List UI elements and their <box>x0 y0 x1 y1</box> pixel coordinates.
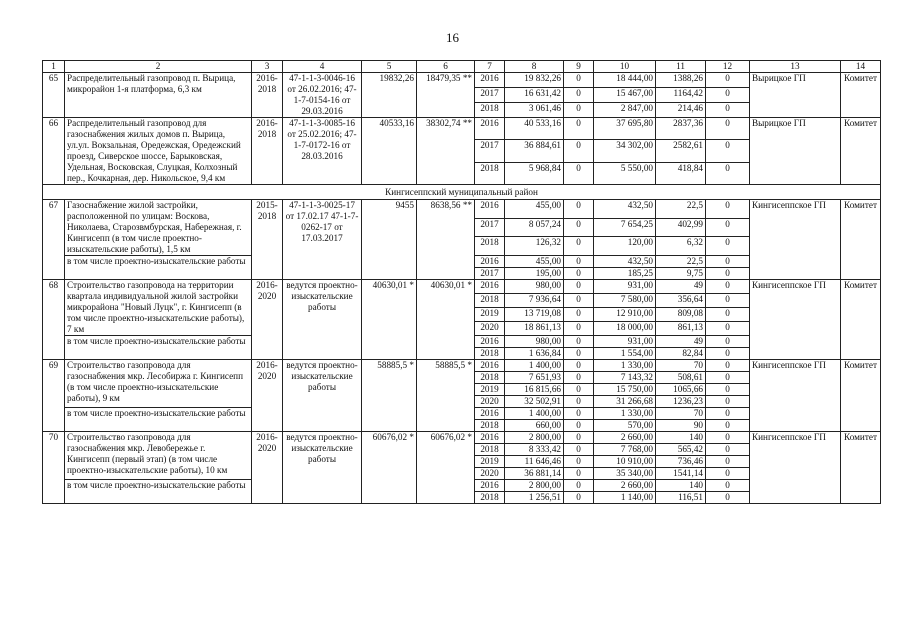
total-cell: 195,00 <box>505 268 564 280</box>
other-cell: 0 <box>706 162 750 184</box>
federal-cell: 0 <box>564 88 594 103</box>
other-cell: 0 <box>706 322 750 336</box>
federal-cell: 0 <box>564 73 594 88</box>
total-cell: 8 333,42 <box>505 444 564 456</box>
other-cell: 0 <box>706 480 750 492</box>
year-cell: 2016 <box>475 480 505 492</box>
year-cell: 2018 <box>475 492 505 504</box>
total-cell: 36 881,14 <box>505 468 564 480</box>
expertise-document: 47-1-1-3-0025-17 от 17.02.17 47-1-7-0262-17 от 17.03.2017 <box>283 200 362 280</box>
other-cell: 0 <box>706 88 750 103</box>
federal-cell: 0 <box>564 237 594 256</box>
other-cell: 0 <box>706 200 750 219</box>
other-cell: 0 <box>706 308 750 322</box>
regional-cell: 7 580,00 <box>594 294 656 308</box>
other-cell: 0 <box>706 384 750 396</box>
contract-cost: 40630,01 * <box>417 280 475 360</box>
regional-cell: 5 550,00 <box>594 162 656 184</box>
federal-cell: 0 <box>564 218 594 237</box>
other-cell: 0 <box>706 420 750 432</box>
object-name: Распределительный газопровод п. Вырица, микрорайон 1-я платформа, 6,3 км <box>65 73 252 118</box>
expertise-document: 47-1-1-3-0085-16 от 25.02.2016; 47-1-7-0172-16 от 28.03.2016 <box>283 118 362 185</box>
period: 2016-2018 <box>252 73 283 118</box>
local-cell: 2837,36 <box>656 118 706 140</box>
local-cell: 1388,26 <box>656 73 706 88</box>
local-cell: 49 <box>656 336 706 348</box>
settlement: Кингисеппское ГП <box>750 360 841 432</box>
regional-cell: 12 910,00 <box>594 308 656 322</box>
customer: Комитет <box>841 280 881 360</box>
regional-cell: 931,00 <box>594 280 656 294</box>
federal-cell: 0 <box>564 140 594 162</box>
other-cell: 0 <box>706 408 750 420</box>
object-name: Строительство газопровода для газоснабжения мкр. Левобережье г. Кингисепп (первый этап) (в том числе проектно-изыскательские работы), 10 км <box>65 432 252 480</box>
regional-cell: 1 330,00 <box>594 360 656 372</box>
settlement: Вырицкое ГП <box>750 73 841 118</box>
local-cell: 214,46 <box>656 103 706 118</box>
local-cell: 116,51 <box>656 492 706 504</box>
total-cell: 19 832,26 <box>505 73 564 88</box>
column-number-header: 7 <box>475 61 505 73</box>
local-cell: 140 <box>656 480 706 492</box>
federal-cell: 0 <box>564 396 594 408</box>
year-cell: 2018 <box>475 162 505 184</box>
entry-number: 67 <box>43 200 65 280</box>
regional-cell: 15 467,00 <box>594 88 656 103</box>
other-cell: 0 <box>706 360 750 372</box>
object-name: Строительство газопровода на территории квартала индивидуальной жилой застройки микрорайона "Новый Луцк", г. Кингисепп (в том числе проектно-изыскательские работы), 7 км <box>65 280 252 336</box>
customer: Комитет <box>841 73 881 118</box>
total-cell: 2 800,00 <box>505 480 564 492</box>
year-cell: 2016 <box>475 360 505 372</box>
federal-cell: 0 <box>564 372 594 384</box>
settlement: Кингисеппское ГП <box>750 200 841 280</box>
local-cell: 1065,66 <box>656 384 706 396</box>
section-row <box>43 185 881 200</box>
section-title: Кингисеппский муниципальный район <box>43 185 881 200</box>
year-cell: 2019 <box>475 384 505 396</box>
local-cell: 49 <box>656 280 706 294</box>
other-cell: 0 <box>706 372 750 384</box>
settlement: Кингисеппское ГП <box>750 280 841 360</box>
column-number-header: 3 <box>252 61 283 73</box>
local-cell: 809,08 <box>656 308 706 322</box>
year-cell: 2019 <box>475 308 505 322</box>
total-cell: 660,00 <box>505 420 564 432</box>
local-cell: 22,5 <box>656 256 706 268</box>
customer: Комитет <box>841 360 881 432</box>
object-name: Распределительный газопровод для газоснабжения жилых домов п. Вырица, ул.ул. Вокзальная, Оредежская, Оредежский проезд, Сиверское шоссе, Барыковская, Удельная, Восковская, Слуцкая, Колхозный пер., Кочкарная, дер. Никольское, 9,4 км <box>65 118 252 185</box>
contract-cost: 60676,02 * <box>417 432 475 504</box>
entry-number: 65 <box>43 73 65 118</box>
total-cell: 3 061,46 <box>505 103 564 118</box>
estimated-cost: 58885,5 * <box>362 360 417 432</box>
table-row <box>43 280 881 294</box>
investment-table <box>42 60 881 504</box>
total-cell: 13 719,08 <box>505 308 564 322</box>
federal-cell: 0 <box>564 118 594 140</box>
page-number: 16 <box>446 30 459 45</box>
period: 2015-2018 <box>252 200 283 280</box>
regional-cell: 18 444,00 <box>594 73 656 88</box>
regional-cell: 7 768,00 <box>594 444 656 456</box>
column-number-header: 9 <box>564 61 594 73</box>
year-cell: 2016 <box>475 256 505 268</box>
total-cell: 32 502,91 <box>505 396 564 408</box>
local-cell: 82,84 <box>656 348 706 360</box>
local-cell: 1541,14 <box>656 468 706 480</box>
local-cell: 1236,23 <box>656 396 706 408</box>
year-cell: 2016 <box>475 118 505 140</box>
federal-cell: 0 <box>564 360 594 372</box>
local-cell: 418,84 <box>656 162 706 184</box>
federal-cell: 0 <box>564 256 594 268</box>
regional-cell: 18 000,00 <box>594 322 656 336</box>
other-cell: 0 <box>706 237 750 256</box>
regional-cell: 432,50 <box>594 256 656 268</box>
federal-cell: 0 <box>564 456 594 468</box>
regional-cell: 2 660,00 <box>594 432 656 444</box>
subtotal-label: в том числе проектно-изыскательские работы <box>65 480 252 504</box>
other-cell: 0 <box>706 456 750 468</box>
year-cell: 2016 <box>475 73 505 88</box>
total-cell: 18 861,13 <box>505 322 564 336</box>
local-cell: 140 <box>656 432 706 444</box>
year-cell: 2016 <box>475 408 505 420</box>
period: 2016-2020 <box>252 360 283 432</box>
regional-cell: 34 302,00 <box>594 140 656 162</box>
year-cell: 2017 <box>475 140 505 162</box>
regional-cell: 432,50 <box>594 200 656 219</box>
total-cell: 980,00 <box>505 336 564 348</box>
year-cell: 2020 <box>475 468 505 480</box>
local-cell: 22,5 <box>656 200 706 219</box>
federal-cell: 0 <box>564 420 594 432</box>
federal-cell: 0 <box>564 432 594 444</box>
local-cell: 402,99 <box>656 218 706 237</box>
table-row <box>43 200 881 219</box>
entry-number: 70 <box>43 432 65 504</box>
regional-cell: 15 750,00 <box>594 384 656 396</box>
year-cell: 2016 <box>475 432 505 444</box>
local-cell: 9,75 <box>656 268 706 280</box>
year-cell: 2018 <box>475 420 505 432</box>
year-cell: 2016 <box>475 200 505 219</box>
header-row <box>43 61 881 73</box>
regional-cell: 37 695,80 <box>594 118 656 140</box>
other-cell: 0 <box>706 118 750 140</box>
total-cell: 40 533,16 <box>505 118 564 140</box>
object-name: Газоснабжение жилой застройки, расположенной по улицам: Воскова, Николаева, Старозвмбурская, Набережная, г. Кингисепп (в том числе проектно-изыскательские работы), 1,5 км <box>65 200 252 256</box>
column-number-header: 8 <box>505 61 564 73</box>
other-cell: 0 <box>706 218 750 237</box>
other-cell: 0 <box>706 396 750 408</box>
column-number-header: 12 <box>706 61 750 73</box>
regional-cell: 10 910,00 <box>594 456 656 468</box>
year-cell: 2018 <box>475 237 505 256</box>
total-cell: 1 400,00 <box>505 360 564 372</box>
total-cell: 7 651,93 <box>505 372 564 384</box>
subtotal-label: в том числе проектно-изыскательские работы <box>65 256 252 280</box>
total-cell: 8 057,24 <box>505 218 564 237</box>
customer: Комитет <box>841 118 881 185</box>
regional-cell: 120,00 <box>594 237 656 256</box>
federal-cell: 0 <box>564 103 594 118</box>
table-row <box>43 360 881 372</box>
local-cell: 861,13 <box>656 322 706 336</box>
estimated-cost: 60676,02 * <box>362 432 417 504</box>
total-cell: 980,00 <box>505 280 564 294</box>
entry-number: 68 <box>43 280 65 360</box>
object-name: Строительство газопровода для газоснабжения мкр. Лесобиржа г. Кингисепп (в том числе проектно-изыскательские работы), 9 км <box>65 360 252 408</box>
total-cell: 16 815,66 <box>505 384 564 396</box>
federal-cell: 0 <box>564 468 594 480</box>
federal-cell: 0 <box>564 336 594 348</box>
other-cell: 0 <box>706 492 750 504</box>
federal-cell: 0 <box>564 480 594 492</box>
federal-cell: 0 <box>564 492 594 504</box>
contract-cost: 38302,74 ** <box>417 118 475 185</box>
regional-cell: 35 340,00 <box>594 468 656 480</box>
table-row <box>43 432 881 444</box>
total-cell: 126,32 <box>505 237 564 256</box>
year-cell: 2020 <box>475 322 505 336</box>
local-cell: 70 <box>656 408 706 420</box>
total-cell: 5 968,84 <box>505 162 564 184</box>
table-row <box>43 73 881 88</box>
local-cell: 70 <box>656 360 706 372</box>
year-cell: 2019 <box>475 456 505 468</box>
local-cell: 1164,42 <box>656 88 706 103</box>
estimated-cost: 40533,16 <box>362 118 417 185</box>
total-cell: 455,00 <box>505 256 564 268</box>
federal-cell: 0 <box>564 444 594 456</box>
total-cell: 16 631,42 <box>505 88 564 103</box>
regional-cell: 7 143,32 <box>594 372 656 384</box>
entry-number: 66 <box>43 118 65 185</box>
local-cell: 508,61 <box>656 372 706 384</box>
federal-cell: 0 <box>564 408 594 420</box>
year-cell: 2020 <box>475 396 505 408</box>
local-cell: 90 <box>656 420 706 432</box>
total-cell: 1 400,00 <box>505 408 564 420</box>
federal-cell: 0 <box>564 348 594 360</box>
column-number-header: 1 <box>43 61 65 73</box>
year-cell: 2017 <box>475 88 505 103</box>
regional-cell: 31 266,68 <box>594 396 656 408</box>
period: 2016-2020 <box>252 432 283 504</box>
other-cell: 0 <box>706 256 750 268</box>
federal-cell: 0 <box>564 280 594 294</box>
other-cell: 0 <box>706 444 750 456</box>
regional-cell: 1 554,00 <box>594 348 656 360</box>
column-number-header: 6 <box>417 61 475 73</box>
other-cell: 0 <box>706 280 750 294</box>
federal-cell: 0 <box>564 200 594 219</box>
total-cell: 7 936,64 <box>505 294 564 308</box>
column-number-header: 2 <box>65 61 252 73</box>
subtotal-label: в том числе проектно-изыскательские работы <box>65 336 252 360</box>
period: 2016-2020 <box>252 280 283 360</box>
regional-cell: 2 660,00 <box>594 480 656 492</box>
contract-cost: 58885,5 * <box>417 360 475 432</box>
regional-cell: 570,00 <box>594 420 656 432</box>
estimated-cost: 9455 <box>362 200 417 280</box>
expertise-document: ведутся проектно-изыскательские работы <box>283 432 362 504</box>
subtotal-label: в том числе проектно-изыскательские работы <box>65 408 252 432</box>
year-cell: 2017 <box>475 268 505 280</box>
regional-cell: 1 330,00 <box>594 408 656 420</box>
total-cell: 1 636,84 <box>505 348 564 360</box>
regional-cell: 185,25 <box>594 268 656 280</box>
total-cell: 2 800,00 <box>505 432 564 444</box>
estimated-cost: 19832,26 <box>362 73 417 118</box>
regional-cell: 7 654,25 <box>594 218 656 237</box>
other-cell: 0 <box>706 103 750 118</box>
total-cell: 1 256,51 <box>505 492 564 504</box>
column-number-header: 5 <box>362 61 417 73</box>
other-cell: 0 <box>706 432 750 444</box>
expertise-document: ведутся проектно-изыскательские работы <box>283 360 362 432</box>
column-number-header: 14 <box>841 61 881 73</box>
other-cell: 0 <box>706 268 750 280</box>
total-cell: 36 884,61 <box>505 140 564 162</box>
expertise-document: 47-1-1-3-0046-16 от 26.02.2016; 47-1-7-0154-16 от 29.03.2016 <box>283 73 362 118</box>
customer: Комитет <box>841 200 881 280</box>
period: 2016-2018 <box>252 118 283 185</box>
year-cell: 2018 <box>475 372 505 384</box>
federal-cell: 0 <box>564 322 594 336</box>
year-cell: 2018 <box>475 294 505 308</box>
settlement: Кингисеппское ГП <box>750 432 841 504</box>
local-cell: 565,42 <box>656 444 706 456</box>
contract-cost: 8638,56 ** <box>417 200 475 280</box>
other-cell: 0 <box>706 140 750 162</box>
other-cell: 0 <box>706 348 750 360</box>
local-cell: 736,46 <box>656 456 706 468</box>
federal-cell: 0 <box>564 268 594 280</box>
local-cell: 2582,61 <box>656 140 706 162</box>
year-cell: 2018 <box>475 348 505 360</box>
column-number-header: 13 <box>750 61 841 73</box>
table-row <box>43 118 881 140</box>
other-cell: 0 <box>706 73 750 88</box>
federal-cell: 0 <box>564 294 594 308</box>
local-cell: 356,64 <box>656 294 706 308</box>
federal-cell: 0 <box>564 162 594 184</box>
federal-cell: 0 <box>564 308 594 322</box>
contract-cost: 18479,35 ** <box>417 73 475 118</box>
entry-number: 69 <box>43 360 65 432</box>
column-number-header: 11 <box>656 61 706 73</box>
regional-cell: 2 847,00 <box>594 103 656 118</box>
regional-cell: 931,00 <box>594 336 656 348</box>
settlement: Вырицкое ГП <box>750 118 841 185</box>
local-cell: 6,32 <box>656 237 706 256</box>
year-cell: 2016 <box>475 280 505 294</box>
other-cell: 0 <box>706 294 750 308</box>
other-cell: 0 <box>706 468 750 480</box>
federal-cell: 0 <box>564 384 594 396</box>
expertise-document: ведутся проектно-изыскательские работы <box>283 280 362 360</box>
year-cell: 2018 <box>475 103 505 118</box>
regional-cell: 1 140,00 <box>594 492 656 504</box>
year-cell: 2017 <box>475 218 505 237</box>
column-number-header: 10 <box>594 61 656 73</box>
year-cell: 2018 <box>475 444 505 456</box>
estimated-cost: 40630,01 * <box>362 280 417 360</box>
total-cell: 11 646,46 <box>505 456 564 468</box>
other-cell: 0 <box>706 336 750 348</box>
customer: Комитет <box>841 432 881 504</box>
column-number-header: 4 <box>283 61 362 73</box>
total-cell: 455,00 <box>505 200 564 219</box>
year-cell: 2016 <box>475 336 505 348</box>
